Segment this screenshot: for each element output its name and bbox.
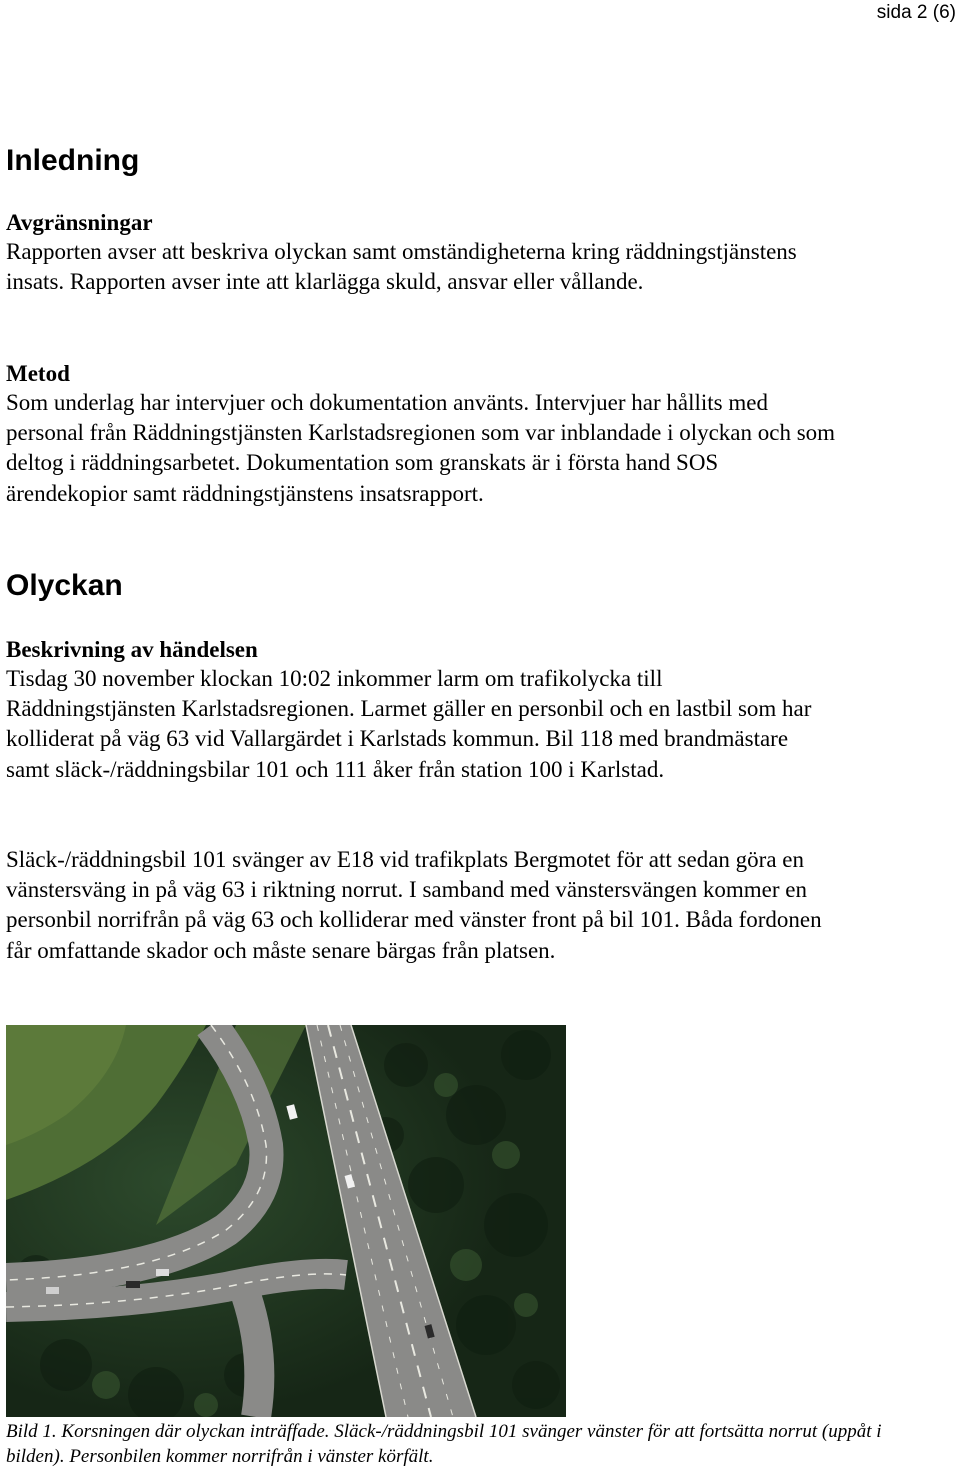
heading-inledning: Inledning (6, 144, 140, 177)
paragraph-metod: Som underlag har intervjuer och dokumentation använts. Intervjuer har hållits med personal från Räddningstjänsten Karlstadsregionen som var inblandade i olyckan och som deltog i räddningsarbetet. Dokumentation som granskats är i första hand SOS ärendekopior samt räddningstjänstens insatsrapport. (6, 390, 836, 506)
subheading-beskrivning: Beskrivning av händelsen (6, 637, 258, 662)
subheading-metod: Metod (6, 361, 70, 386)
subheading-avgransningar: Avgränsningar (6, 210, 153, 235)
paragraph-avgransningar: Rapporten avser att beskriva olyckan samt omständigheterna kring räddningstjänstens insats. Rapporten avser inte att klarlägga skuld, ansvar eller vållande. (6, 239, 797, 295)
aerial-photo-intersection (6, 1025, 566, 1417)
paragraph-beskrivning-1: Tisdag 30 november klockan 10:02 inkommer larm om trafikolycka till Räddningstjänsten Karlstadsregionen. Larmet gäller en personbil och en lastbil som har kolliderat på väg 63 vid Vallargärdet i Karlstads kommun. Bil 118 med brandmästare samt släck-/räddningsbilar 101 och 111 åker från station 100 i Karlstad. (6, 666, 812, 782)
aerial-photo-drawing (6, 1025, 566, 1417)
page-number: sida 2 (6) (876, 2, 956, 23)
heading-olyckan: Olyckan (6, 569, 123, 602)
figure-caption: Bild 1. Korsningen där olyckan inträffade. Släck-/räddningsbil 101 svänger vänster för att fortsätta norrut (uppåt i bilden). Personbilen kommer norrifrån i vänster körfält. (6, 1421, 882, 1467)
paragraph-beskrivning-2: Släck-/räddningsbil 101 svänger av E18 vid trafikplats Bergmotet för att sedan göra en vänstersväng in på väg 63 i riktning norrut. I samband med vänstersvängen kommer en personbil norrifrån på väg 63 och kolliderar med vänster front på bil 101. Båda fordonen får omfattande skador och måste senare bärgas från platsen. (6, 847, 822, 963)
